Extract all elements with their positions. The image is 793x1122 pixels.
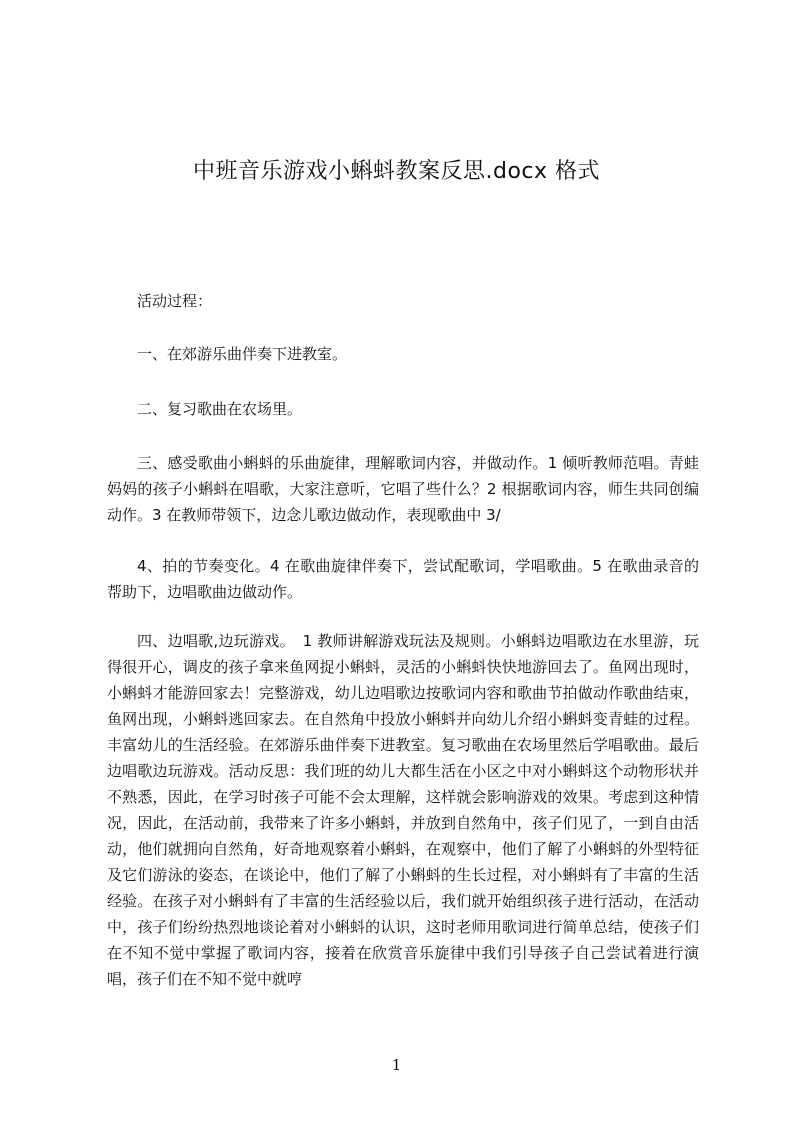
paragraph-step-three: 三、感受歌曲小蝌蚪的乐曲旋律，理解歌词内容，并做动作。1 倾听教师范唱。青蛙妈妈的孩子小蝌蚪在唱歌，大家注意听，它唱了些什么？2 根据歌词内容，师生共同创编动作。3 在教师带领下，边念儿歌边做动作，表现歌曲中 3/ bbox=[107, 454, 699, 524]
document-title: 中班音乐游戏小蝌蚪教案反思.docx 格式 bbox=[192, 158, 601, 184]
paragraph-step-two: 二、复习歌曲在农场里。 bbox=[137, 400, 303, 418]
paragraph-step-one: 一、在郊游乐曲伴奏下进教室。 bbox=[137, 345, 348, 363]
page-number: 1 bbox=[391, 1056, 402, 1074]
paragraph-activity-process: 活动过程： bbox=[137, 292, 213, 310]
paragraph-step-four: 4、拍的节奏变化。4 在歌曲旋律伴奏下，尝试配歌词，学唱歌曲。5 在歌曲录音的帮助下，边唱歌曲边做动作。 bbox=[107, 557, 699, 601]
paragraph-step-game-and-reflection: 四、边唱歌,边玩游戏。 1 教师讲解游戏玩法及规则。小蝌蚪边唱歌边在水里游，玩得很开心，调皮的孩子拿来鱼网捉小蝌蚪，灵活的小蝌蚪快快地游回去了。鱼网出现时，小蝌蚪才能游回家去！完整游戏，幼儿边唱歌边按歌词内容和歌曲节拍做动作歌曲结束，鱼网出现，小蝌蚪逃回家去。在自然角中投放小蝌蚪并向幼儿介绍小蝌蚪变青蛙的过程。丰富幼儿的生活经验。在郊游乐曲伴奏下进教室。复习歌曲在农场里然后学唱歌曲。最后边唱歌边玩游戏。活动反思：我们班的幼儿大都生活在小区之中对小蝌蚪这个动物形状并不熟悉，因此，在学习时孩子可能不会太理解，这样就会影响游戏的效果。考虑到这种情况，因此，在活动前，我带来了许多小蝌蚪，并放到自然角中，孩子们见了，一到自由活动，他们就拥向自然角，好奇地观察着小蝌蚪，在观察中，他们了解了小蝌蚪的外型特征及它们游泳的姿态，在谈论中，他们了解了小蝌蚪的生长过程，对小蝌蚪有了丰富的生活经验。在孩子对小蝌蚪有了丰富的生活经验以后，我们就开始组织孩子进行活动，在活动中，孩子们纷纷热烈地谈论着对小蝌蚪的认识，这时老师用歌词进行简单总结，使孩子们在不知不觉中掌握了歌词内容，接着在欣赏音乐旋律中我们引导孩子自己尝试着进行演唱，孩子们在不知不觉中就哼 bbox=[107, 632, 699, 988]
